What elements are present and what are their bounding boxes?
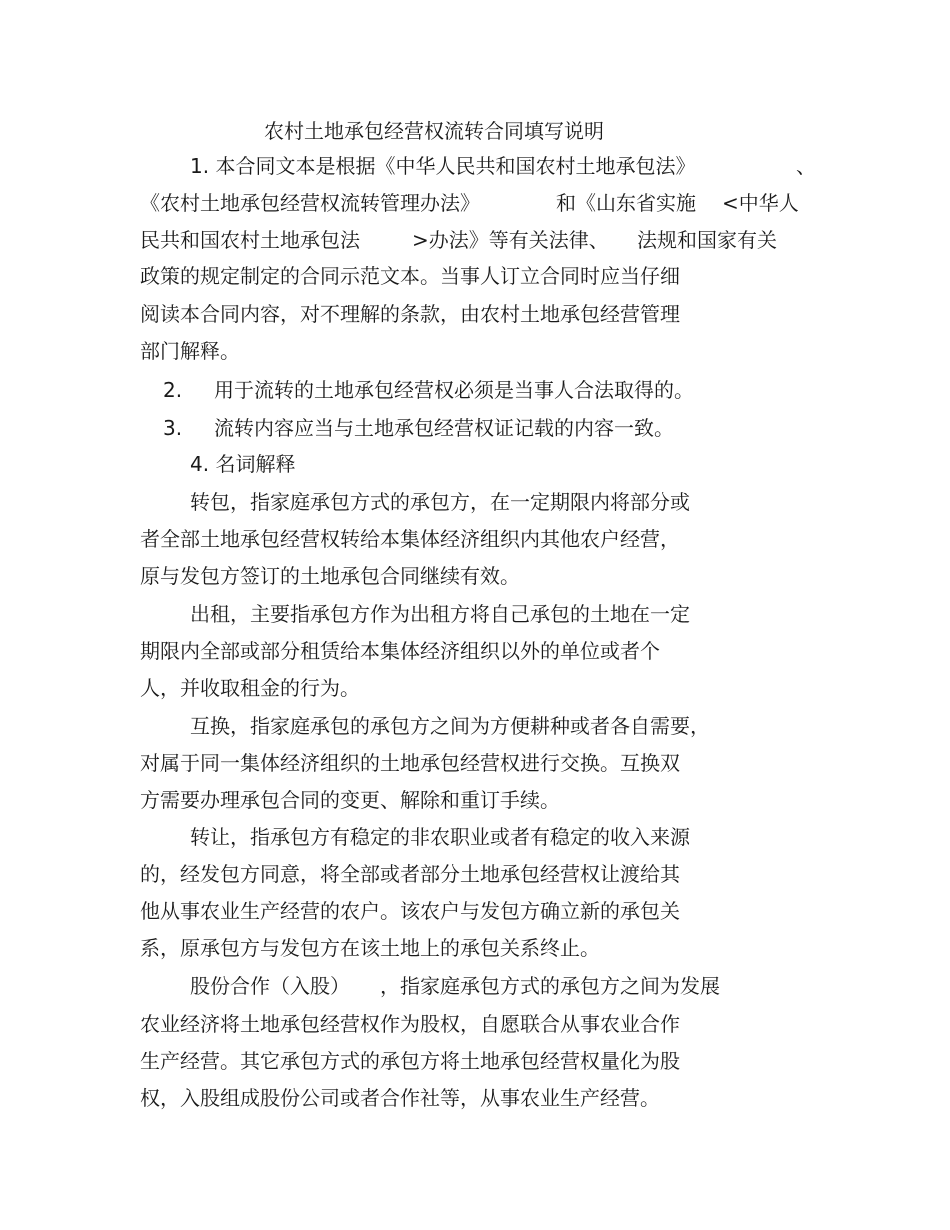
paragraph-fragment: 、: [796, 154, 816, 178]
paragraph-line: 互换，指家庭承包的承包方之间为方便耕种或者各自需要，: [190, 714, 710, 738]
paragraph-fragment: 法规和国家有关: [637, 228, 777, 252]
paragraph-line: 民共和国农村土地承包法: [140, 228, 360, 252]
paragraph-line: 对属于同一集体经济组织的土地承包经营权进行交换。互换双: [140, 751, 680, 775]
paragraph-line: 出租，主要指承包方作为出租方将自己承包的土地在一定: [190, 602, 690, 626]
paragraph-line: 人，并收取租金的行为。: [140, 676, 360, 700]
paragraph-line: 农业经济将土地承包经营权作为股权，自愿联合从事农业合作: [140, 1012, 680, 1036]
paragraph-line: 1. 本合同文本是根据《中华人民共和国农村土地承包法》: [190, 154, 696, 178]
paragraph-line: 权，入股组成股份公司或者合作社等，从事农业生产经营。: [140, 1086, 660, 1110]
paragraph-fragment: ，指家庭承包方式的承包方之间为发展: [380, 974, 720, 998]
paragraph-line: 方需要办理承包合同的变更、解除和重订手续。: [140, 788, 560, 812]
paragraph-line: 阅读本合同内容，对不理解的条款，由农村土地承包经营管理: [140, 302, 680, 326]
paragraph-line: 流转内容应当与土地承包经营权证记载的内容一致。: [214, 416, 674, 440]
paragraph-line: 生产经营。其它承包方式的承包方将土地承包经营权量化为股: [140, 1049, 680, 1073]
paragraph-fragment: 和《山东省实施: [556, 191, 696, 215]
paragraph-line: 的，经发包方同意，将全部或者部分土地承包经营权让渡给其: [140, 862, 680, 886]
paragraph-line: 系，原承包方与发包方在该土地上的承包关系终止。: [140, 936, 600, 960]
list-number: 2.: [163, 378, 183, 402]
page-title: 农村土地承包经营权流转合同填写说明: [264, 119, 604, 143]
paragraph-line: 股份合作（入股）: [190, 974, 350, 998]
paragraph-line: 原与发包方签订的土地承包合同继续有效。: [140, 564, 520, 588]
paragraph-line: 部门解释。: [140, 339, 240, 363]
paragraph-fragment: >办法》等有关法律、: [412, 228, 609, 252]
paragraph-line: 者全部土地承包经营权转给本集体经济组织内其他农户经营，: [140, 527, 680, 551]
list-number: 3.: [163, 416, 183, 440]
section-heading: 4. 名词解释: [190, 452, 296, 476]
paragraph-line: 他从事农业生产经营的农户。该农户与发包方确立新的承包关: [140, 899, 680, 923]
paragraph-line: 转让，指承包方有稳定的非农职业或者有稳定的收入来源: [190, 825, 690, 849]
paragraph-line: 期限内全部或部分租赁给本集体经济组织以外的单位或者个: [140, 639, 660, 663]
paragraph-line: 政策的规定制定的合同示范文本。当事人订立合同时应当仔细: [140, 264, 680, 288]
paragraph-line: 转包，指家庭承包方式的承包方，在一定期限内将部分或: [190, 490, 690, 514]
paragraph-line: 《农村土地承包经营权流转管理办法》: [140, 191, 480, 215]
paragraph-fragment: <中华人: [722, 191, 799, 215]
paragraph-line: 用于流转的土地承包经营权必须是当事人合法取得的。: [214, 378, 694, 402]
